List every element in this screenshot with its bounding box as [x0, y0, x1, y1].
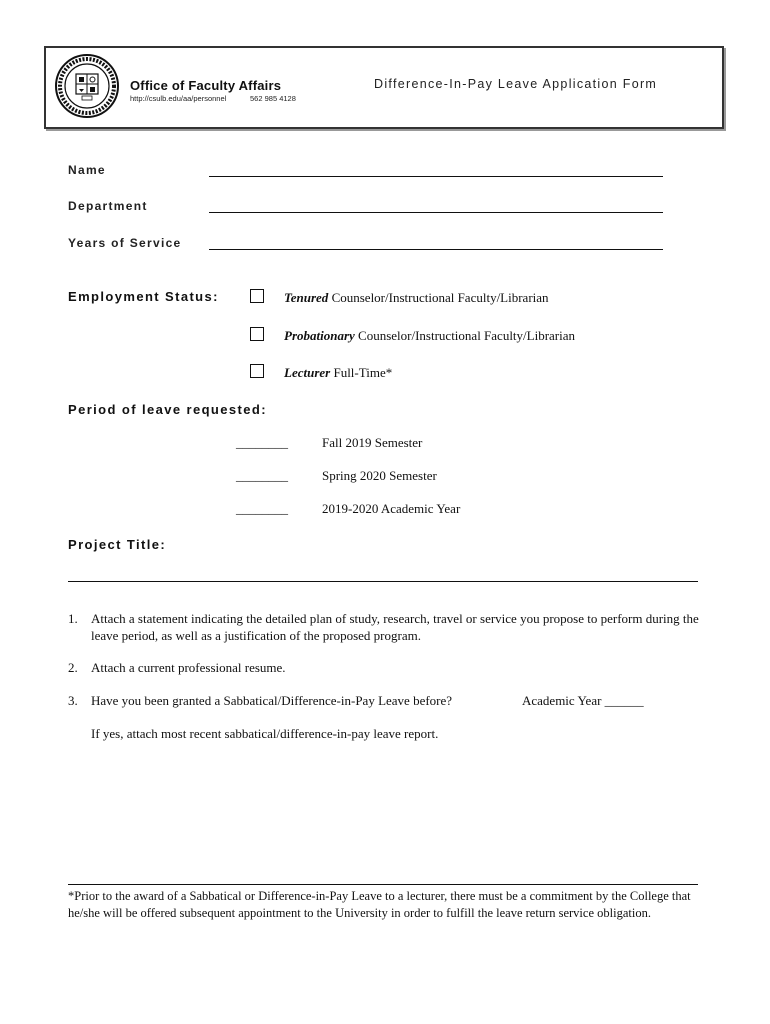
department-label: Department	[68, 199, 148, 213]
university-seal-icon	[54, 53, 120, 119]
project-title-field[interactable]	[68, 581, 698, 582]
footnote-divider	[68, 884, 698, 885]
org-url[interactable]: http://csulb.edu/aa/personnel	[130, 94, 227, 103]
project-title-label: Project Title:	[68, 537, 167, 552]
academic-year-field[interactable]: Academic Year ______	[522, 693, 644, 708]
lecturer-text: Full-Time*	[330, 365, 393, 380]
footnote-text: *Prior to the award of a Sabbatical or Difference-in-Pay Leave to a lecturer, there must be a commitment by the College that he/she will be offered subsequent appointment to the University in order to fulfill the leave return service obligation.	[68, 889, 691, 920]
lecturer-checkbox[interactable]	[250, 364, 264, 378]
years-of-service-field[interactable]	[209, 249, 663, 250]
instruction-3-followup: If yes, attach most recent sabbatical/difference-in-pay leave report.	[91, 726, 439, 741]
instruction-2-text: Attach a current professional resume.	[91, 660, 286, 675]
lecturer-emphasis: Lecturer	[284, 365, 331, 380]
instruction-1-number: 1.	[68, 611, 78, 626]
probationary-emphasis: Probationary	[284, 328, 355, 343]
probationary-option	[284, 328, 575, 344]
academic-year-option: 2019-2020 Academic Year	[322, 501, 461, 516]
spring-2020-blank[interactable]: ________	[236, 468, 288, 483]
tenured-text: Counselor/Instructional Faculty/Librarian	[328, 290, 549, 305]
department-field[interactable]	[209, 212, 663, 213]
header-box	[44, 46, 724, 129]
instruction-1-text: Attach a statement indicating the detailed plan of study, research, travel or service you propose to perform during the leave period, as well as a justification of the proposed program.	[91, 611, 699, 643]
years-of-service-label: Years of Service	[68, 236, 182, 250]
instruction-2-number: 2.	[68, 660, 78, 675]
org-phone: 562 985 4128	[250, 94, 296, 103]
lecturer-option	[284, 365, 392, 381]
tenured-emphasis: Tenured	[284, 290, 329, 305]
org-name: Office of Faculty Affairs	[130, 78, 282, 93]
spring-2020-option: Spring 2020 Semester	[322, 468, 437, 483]
probationary-text: Counselor/Instructional Faculty/Librarian	[354, 328, 576, 343]
instruction-3-number: 3.	[68, 693, 78, 708]
probationary-checkbox[interactable]	[250, 327, 264, 341]
period-of-leave-label: Period of leave requested:	[68, 402, 267, 417]
name-field[interactable]	[209, 176, 663, 177]
name-label: Name	[68, 163, 106, 177]
tenured-checkbox[interactable]	[250, 289, 264, 303]
fall-2019-blank[interactable]: ________	[236, 435, 288, 450]
fall-2019-option: Fall 2019 Semester	[322, 435, 423, 450]
tenured-option	[284, 290, 549, 306]
form-title: Difference-In-Pay Leave Application Form	[374, 77, 658, 91]
instruction-3-text: Have you been granted a Sabbatical/Difference-in-Pay Leave before?	[91, 693, 453, 708]
employment-status-label: Employment Status:	[68, 289, 219, 304]
academic-year-blank[interactable]: ________	[236, 501, 288, 516]
